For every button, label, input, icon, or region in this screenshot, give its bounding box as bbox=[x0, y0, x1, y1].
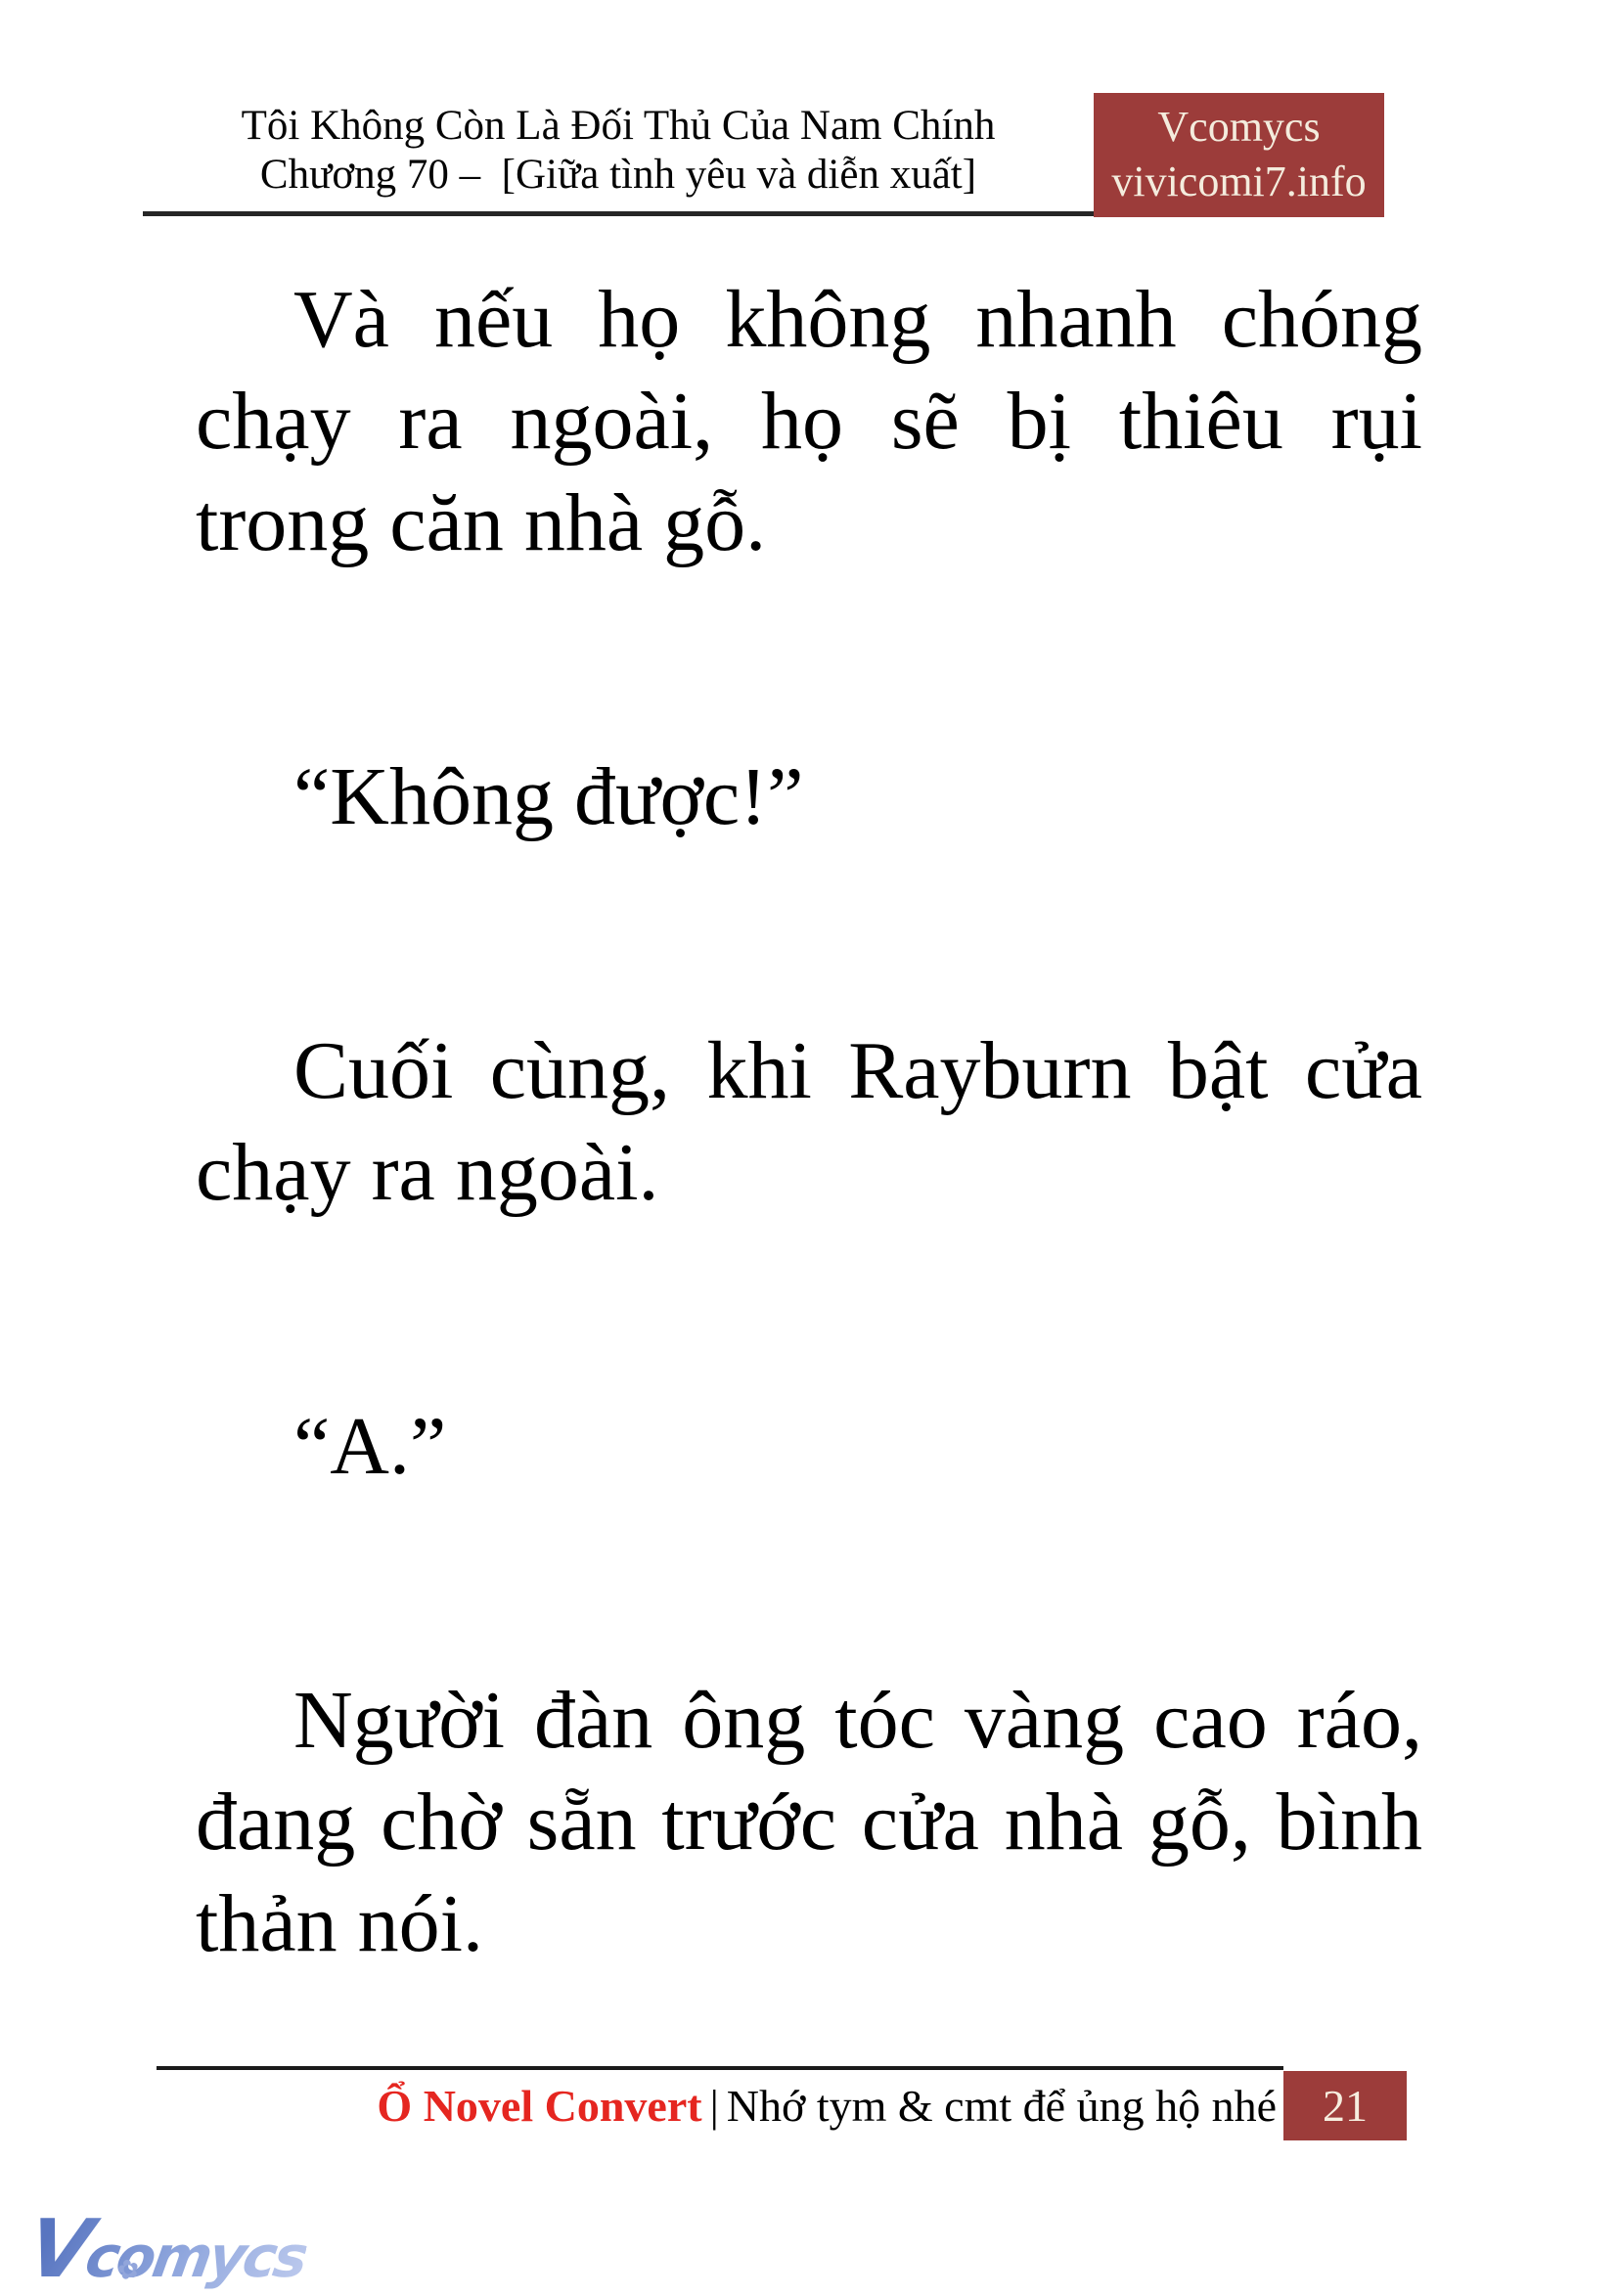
badge-site-name: Vcomycs bbox=[1157, 103, 1321, 151]
footer bbox=[59, 2076, 1277, 2137]
book-title: Tôi Không Còn Là Đối Thủ Của Nam Chính bbox=[241, 103, 996, 149]
footer-separator: | bbox=[709, 2081, 719, 2131]
page-number-box bbox=[1283, 2071, 1407, 2140]
header bbox=[143, 102, 1094, 200]
vcomycs-logo bbox=[22, 2203, 313, 2296]
page-number: 21 bbox=[1323, 2081, 1368, 2131]
chapter-title: Chương 70 – [Giữa tình yêu và diễn xuất] bbox=[259, 152, 977, 198]
site-badge bbox=[1094, 93, 1384, 217]
logo-initial: V bbox=[22, 2203, 95, 2296]
footer-brand: Ổ Novel Convert bbox=[377, 2081, 702, 2131]
paragraph: Người đàn ông tóc vàng cao ráo, đang chờ sẵn trước cửa nhà gỗ, bình thản nói. bbox=[196, 1675, 1422, 1969]
dialogue-line: “A.” bbox=[293, 1401, 447, 1492]
paragraph: Cuối cùng, khi Rayburn bật cửa chạy ra ngoài. bbox=[196, 1025, 1422, 1218]
paragraph: Và nếu họ không nhanh chóng chạy ra ngoài, họ sẽ bị thiêu rụi trong căn nhà gỗ. bbox=[196, 274, 1422, 568]
logo-text: comycs bbox=[80, 2224, 311, 2290]
rose-icon: ✿ bbox=[114, 2252, 143, 2288]
dialogue-line: “Không được!” bbox=[293, 751, 804, 842]
footer-note: Nhớ tym & cmt để ủng hộ nhé bbox=[726, 2081, 1277, 2131]
chapter-text bbox=[196, 269, 1422, 1975]
badge-site-url: vivicomi7.info bbox=[1111, 158, 1367, 205]
footer-divider bbox=[157, 2066, 1283, 2070]
